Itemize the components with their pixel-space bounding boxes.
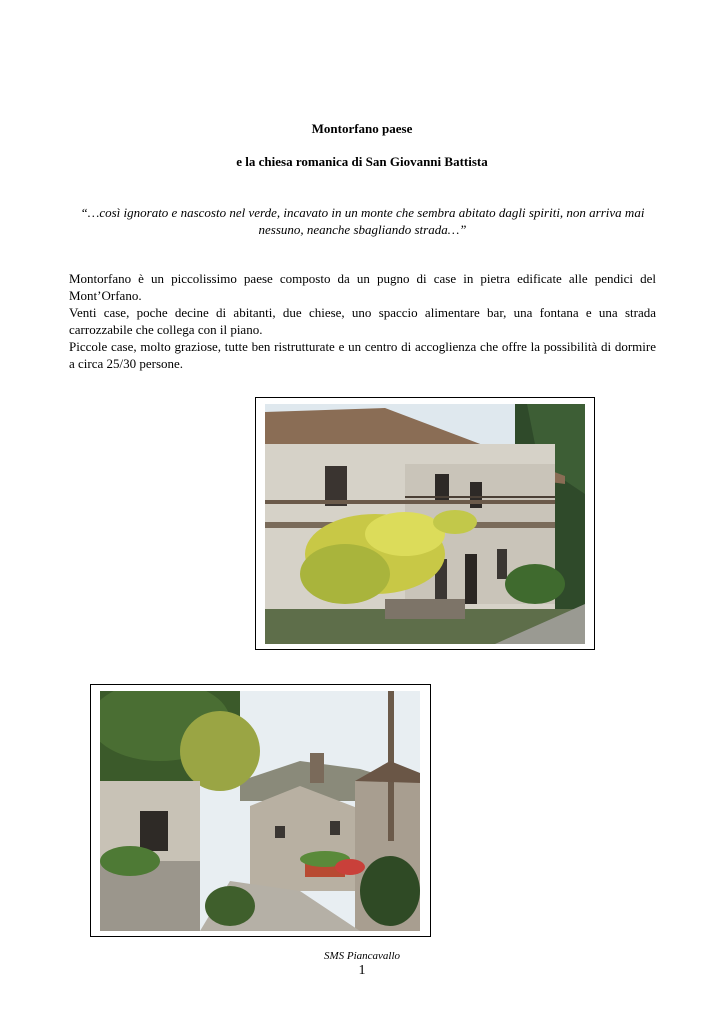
village-houses-image [265, 404, 585, 644]
village-alley-image [100, 691, 420, 931]
paragraph-1: Montorfano è un piccolissimo paese composto da un pugno di case in pietra edificate alle pendici del Mont’Orfano. [69, 271, 656, 303]
document-subtitle: e la chiesa romanica di San Giovanni Battista [236, 154, 488, 169]
paragraph-3: Piccole case, molto graziose, tutte ben ristrutturate e un centro di accoglienza che offre la possibilità di dormire a circa 25/30 persone. [69, 339, 656, 371]
footer-credit: SMS Piancavallo [323, 950, 401, 962]
paragraph-2: Venti case, poche decine di abitanti, due chiese, uno spaccio alimentare bar, una fontana e una strada carrozzabile che collega con il piano. [69, 305, 656, 337]
photo-village-houses [255, 397, 595, 650]
page-number: 1 [358, 963, 366, 978]
document-title: Montorfano paese [311, 121, 413, 136]
photo-village-alley [90, 684, 431, 937]
opening-quote: “…così ignorato e nascosto nel verde, incavato in un monte che sembra abitato dagli spiriti, non arriva mai nessuno, neanche sbagliando strada…” [80, 205, 645, 237]
body-text [69, 270, 656, 372]
